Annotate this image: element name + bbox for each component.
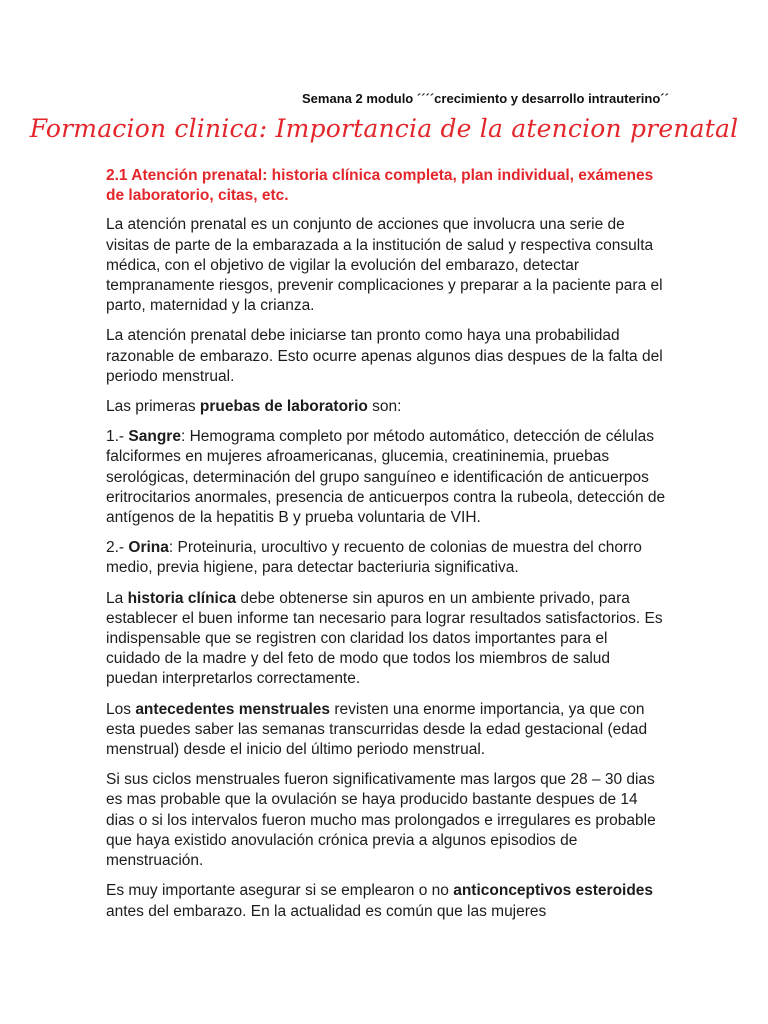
paragraph-lab-tests bbox=[106, 397, 666, 417]
paragraph-blood-tests bbox=[106, 427, 666, 528]
text-run: revisten una enorme importancia, ya que con esta puedes saber las semanas transcurridas desde la edad gestacional (edad menstrual) desde el inicio del último periodo menstrual. bbox=[106, 700, 648, 759]
keyword: historia clínica bbox=[127, 589, 237, 607]
keyword: Sangre bbox=[128, 428, 181, 446]
keyword: Orina bbox=[128, 539, 169, 557]
paragraph-intro: La atención prenatal es un conjunto de acciones que involucra una serie de visitas de parte de la embarazada a la institución de salud y respectiva consulta médica, con el objetivo de vigilar la evolución del embarazo, detectar tempranamente riesgos, prevenir complicaciones y preparar a la paciente para el parto, maternidad y la crianza. bbox=[106, 216, 663, 315]
text-run: Es muy importante asegurar si se emplearon o no bbox=[106, 882, 454, 900]
paragraph-cycles: Si sus ciclos menstruales fueron significativamente mas largos que 28 – 30 dias es mas probable que la ovulación se haya producido bastante despues de 14 dias o si los intervalos fueron mucho mas prolongados e irregulares es probable que haya existido anovulación crónica previa a algunos episodios de menstruación. bbox=[106, 771, 656, 870]
text-run: : Hemograma completo por método automático, detección de células falciformes en mujeres afroamericanas, glucemia, creatininemia, pruebas serológicas, determinación del grupo sanguíneo e identificación de anticuerpos eritrocitarios anormales, presencia de anticuerpos contra la rubeola, detección de antígenos de la hepatitis B y prueba voluntaria de VIH. bbox=[106, 428, 666, 527]
text-run: Las primeras bbox=[106, 398, 200, 416]
text-run: debe obtenerse sin apuros en un ambiente privado, para establecer el buen informe tan necesario para lograr resultados satisfactorios. Es indispensable que se registren con claridad los datos importantes para el cuidado de la madre y del feto de modo que todos los miembros de salud puedan interpretarlos correctamente. bbox=[106, 589, 663, 688]
keyword: pruebas de laboratorio bbox=[199, 398, 368, 416]
text-run: antes del embarazo. En la actualidad es común que las mujeres bbox=[106, 902, 547, 920]
text-run: 1.- bbox=[106, 428, 129, 446]
document-title: Formacion clinica: Importancia de la atencion prenatal bbox=[29, 114, 739, 143]
document-body bbox=[106, 166, 666, 932]
paragraph-urine-tests bbox=[106, 538, 666, 578]
paragraph-clinical-history bbox=[106, 589, 666, 690]
text-run: 2.- bbox=[106, 539, 129, 557]
keyword: anticonceptivos esteroides bbox=[453, 882, 654, 900]
paragraph-menstrual-history bbox=[106, 700, 666, 761]
paragraph-start-timing: La atención prenatal debe iniciarse tan pronto como haya una probabilidad razonable de embarazo. Esto ocurre apenas algunos dias despues de la falta del periodo menstrual. bbox=[106, 327, 663, 385]
text-run: Los bbox=[106, 700, 136, 718]
course-header: Semana 2 modulo ´´´´crecimiento y desarrollo intrauterino´´ bbox=[302, 91, 669, 106]
paragraph-contraceptives bbox=[106, 881, 666, 921]
section-heading: 2.1 Atención prenatal: historia clínica completa, plan individual, exámenes de laboratorio, citas, etc. bbox=[106, 167, 654, 205]
text-run: son: bbox=[367, 398, 402, 416]
text-run: : Proteinuria, urocultivo y recuento de colonias de muestra del chorro medio, previa higiene, para detectar bacteriuria significativa. bbox=[106, 539, 642, 577]
text-run: La bbox=[106, 589, 128, 607]
keyword: antecedentes menstruales bbox=[135, 700, 331, 718]
